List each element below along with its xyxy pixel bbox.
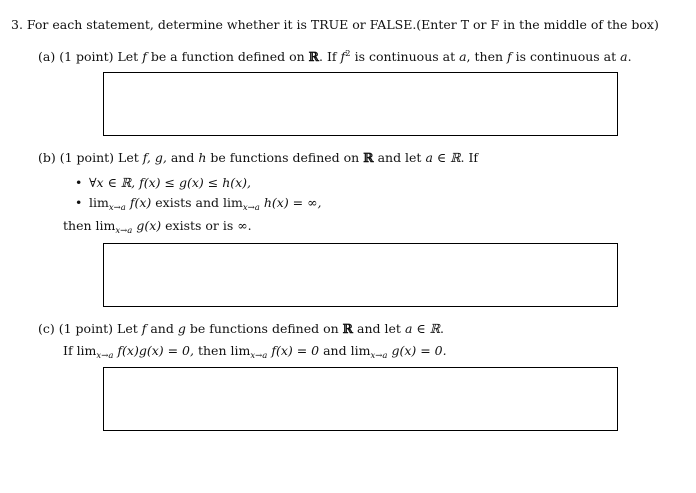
part-a-answer-box[interactable] bbox=[103, 72, 618, 136]
bullet-icon: • bbox=[75, 195, 83, 210]
part-b-statement: (b) (1 point) Let f, g, and h be functions defined on ℝ and let a ∈ ℝ. If bbox=[38, 150, 479, 165]
bullet-icon: • bbox=[75, 175, 83, 190]
question-instruction: For each statement, determine whether it is TRUE or FALSE.(Enter T or F in the middle of the box) bbox=[26, 17, 659, 32]
part-b-bullet-1: • ∀x ∈ ℝ, f(x) ≤ g(x) ≤ h(x), bbox=[75, 175, 252, 190]
part-c-answer-input[interactable] bbox=[104, 368, 617, 430]
part-b-answer-input[interactable] bbox=[104, 244, 617, 306]
part-c-condition: If $\lim_{x\to a} f(x)g(x) = 0$, then $\lim_{x\to a} f(x) = 0$ and $\lim_{x\to a} g(x) = 0$. bbox=[63, 343, 447, 361]
part-b-bullet-2: • $\lim_{x\to a} f(x)$ exists and $\lim_{x\to a} h(x)$ = ∞, bbox=[75, 195, 322, 213]
part-c-answer-box[interactable] bbox=[103, 367, 618, 431]
part-a-statement: (a) (1 point) Let f be a function defined on ℝ. If $f^2$ is continuous at a, then f is continuous at a. bbox=[38, 49, 632, 64]
part-a-answer-input[interactable] bbox=[104, 73, 617, 135]
part-b-conclusion: then $\lim_{x\to a} g(x)$ exists or is ∞. bbox=[63, 218, 252, 236]
part-b-answer-box[interactable] bbox=[103, 243, 618, 307]
part-c-statement: (c) (1 point) Let f and g be functions defined on ℝ and let a ∈ ℝ. bbox=[38, 321, 444, 336]
question-header bbox=[11, 17, 659, 33]
question-number: 3. bbox=[11, 17, 23, 32]
